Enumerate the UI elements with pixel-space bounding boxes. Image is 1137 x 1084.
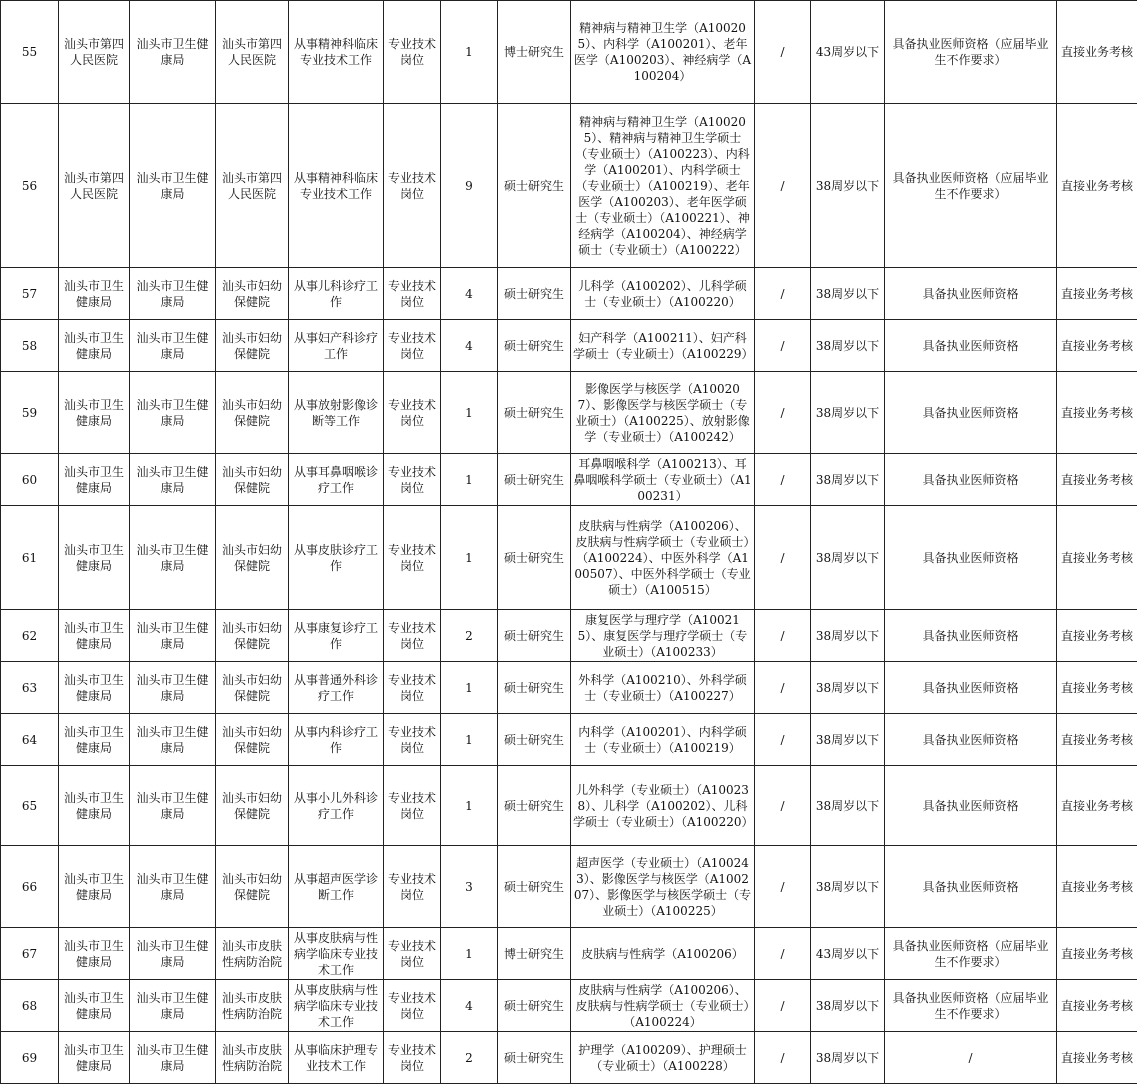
row-number-cell: 60 bbox=[1, 454, 59, 506]
selection-method-cell: 直接业务考核 bbox=[1057, 320, 1137, 372]
table-body bbox=[1, 1, 1137, 1084]
qualification-requirement-cell: 具备执业医师资格 bbox=[885, 766, 1057, 846]
major-requirement-cell: 影像医学与核医学（A100207）、影像医学与核医学硕士（专业硕士）（A100225）、放射影像学（专业硕士）（A100242） bbox=[571, 372, 755, 454]
selection-method-cell: 直接业务考核 bbox=[1057, 846, 1137, 928]
table-row bbox=[1, 766, 1137, 846]
education-level-cell: 硕士研究生 bbox=[498, 268, 571, 320]
recruit-count-cell: 1 bbox=[441, 506, 498, 610]
major-requirement-cell: 妇产科学（A100211）、妇产科学硕士（专业硕士）（A100229） bbox=[571, 320, 755, 372]
post-category-cell: 专业技术岗位 bbox=[384, 846, 441, 928]
row-number-cell: 67 bbox=[1, 928, 59, 980]
row-number-cell: 58 bbox=[1, 320, 59, 372]
other-requirement-cell: / bbox=[755, 320, 811, 372]
unit-name-cell: 汕头市卫生健康局 bbox=[59, 610, 130, 662]
post-name-cell: 从事耳鼻咽喉诊疗工作 bbox=[289, 454, 384, 506]
qualification-requirement-cell: 具备执业医师资格 bbox=[885, 846, 1057, 928]
post-category-cell: 专业技术岗位 bbox=[384, 766, 441, 846]
employer-name-cell: 汕头市妇幼保健院 bbox=[216, 846, 289, 928]
table-row bbox=[1, 714, 1137, 766]
employer-name-cell: 汕头市妇幼保健院 bbox=[216, 268, 289, 320]
unit-name-cell: 汕头市卫生健康局 bbox=[59, 320, 130, 372]
selection-method-cell: 直接业务考核 bbox=[1057, 662, 1137, 714]
unit-name-cell: 汕头市卫生健康局 bbox=[59, 372, 130, 454]
qualification-requirement-cell: 具备执业医师资格 bbox=[885, 320, 1057, 372]
unit-name-cell: 汕头市卫生健康局 bbox=[59, 662, 130, 714]
table-row bbox=[1, 662, 1137, 714]
competent-department-cell: 汕头市卫生健康局 bbox=[130, 766, 216, 846]
major-requirement-cell: 耳鼻咽喉科学（A100213）、耳鼻咽喉科学硕士（专业硕士）（A100231） bbox=[571, 454, 755, 506]
education-level-cell: 硕士研究生 bbox=[498, 506, 571, 610]
other-requirement-cell: / bbox=[755, 104, 811, 268]
unit-name-cell: 汕头市卫生健康局 bbox=[59, 766, 130, 846]
recruit-count-cell: 4 bbox=[441, 980, 498, 1032]
post-category-cell: 专业技术岗位 bbox=[384, 1, 441, 104]
post-category-cell: 专业技术岗位 bbox=[384, 928, 441, 980]
age-requirement-cell: 38周岁以下 bbox=[811, 714, 885, 766]
qualification-requirement-cell: 具备执业医师资格（应届毕业生不作要求） bbox=[885, 928, 1057, 980]
education-level-cell: 硕士研究生 bbox=[498, 980, 571, 1032]
age-requirement-cell: 38周岁以下 bbox=[811, 846, 885, 928]
post-name-cell: 从事精神科临床专业技术工作 bbox=[289, 1, 384, 104]
row-number-cell: 69 bbox=[1, 1032, 59, 1084]
post-name-cell: 从事康复诊疗工作 bbox=[289, 610, 384, 662]
table-row bbox=[1, 104, 1137, 268]
age-requirement-cell: 38周岁以下 bbox=[811, 1032, 885, 1084]
other-requirement-cell: / bbox=[755, 268, 811, 320]
employer-name-cell: 汕头市皮肤性病防治院 bbox=[216, 980, 289, 1032]
row-number-cell: 56 bbox=[1, 104, 59, 268]
post-name-cell: 从事皮肤病与性病学临床专业技术工作 bbox=[289, 928, 384, 980]
employer-name-cell: 汕头市妇幼保健院 bbox=[216, 506, 289, 610]
table-row bbox=[1, 846, 1137, 928]
other-requirement-cell: / bbox=[755, 1032, 811, 1084]
employer-name-cell: 汕头市第四人民医院 bbox=[216, 104, 289, 268]
other-requirement-cell: / bbox=[755, 454, 811, 506]
selection-method-cell: 直接业务考核 bbox=[1057, 454, 1137, 506]
unit-name-cell: 汕头市卫生健康局 bbox=[59, 714, 130, 766]
competent-department-cell: 汕头市卫生健康局 bbox=[130, 454, 216, 506]
row-number-cell: 61 bbox=[1, 506, 59, 610]
post-category-cell: 专业技术岗位 bbox=[384, 320, 441, 372]
unit-name-cell: 汕头市卫生健康局 bbox=[59, 454, 130, 506]
selection-method-cell: 直接业务考核 bbox=[1057, 766, 1137, 846]
competent-department-cell: 汕头市卫生健康局 bbox=[130, 104, 216, 268]
qualification-requirement-cell: 具备执业医师资格（应届毕业生不作要求） bbox=[885, 104, 1057, 268]
competent-department-cell: 汕头市卫生健康局 bbox=[130, 268, 216, 320]
major-requirement-cell: 内科学（A100201）、内科学硕士（专业硕士）（A100219） bbox=[571, 714, 755, 766]
post-name-cell: 从事精神科临床专业技术工作 bbox=[289, 104, 384, 268]
post-name-cell: 从事小儿外科诊疗工作 bbox=[289, 766, 384, 846]
major-requirement-cell: 护理学（A100209）、护理硕士（专业硕士）（A100228） bbox=[571, 1032, 755, 1084]
table-row bbox=[1, 320, 1137, 372]
age-requirement-cell: 38周岁以下 bbox=[811, 980, 885, 1032]
age-requirement-cell: 38周岁以下 bbox=[811, 268, 885, 320]
recruit-count-cell: 1 bbox=[441, 928, 498, 980]
selection-method-cell: 直接业务考核 bbox=[1057, 104, 1137, 268]
competent-department-cell: 汕头市卫生健康局 bbox=[130, 980, 216, 1032]
recruit-count-cell: 2 bbox=[441, 610, 498, 662]
education-level-cell: 硕士研究生 bbox=[498, 372, 571, 454]
age-requirement-cell: 38周岁以下 bbox=[811, 766, 885, 846]
post-name-cell: 从事儿科诊疗工作 bbox=[289, 268, 384, 320]
post-name-cell: 从事皮肤诊疗工作 bbox=[289, 506, 384, 610]
table-row bbox=[1, 372, 1137, 454]
post-name-cell: 从事超声医学诊断工作 bbox=[289, 846, 384, 928]
row-number-cell: 65 bbox=[1, 766, 59, 846]
table-row bbox=[1, 1, 1137, 104]
age-requirement-cell: 38周岁以下 bbox=[811, 104, 885, 268]
table-row bbox=[1, 506, 1137, 610]
employer-name-cell: 汕头市妇幼保健院 bbox=[216, 662, 289, 714]
competent-department-cell: 汕头市卫生健康局 bbox=[130, 506, 216, 610]
competent-department-cell: 汕头市卫生健康局 bbox=[130, 1032, 216, 1084]
post-category-cell: 专业技术岗位 bbox=[384, 714, 441, 766]
unit-name-cell: 汕头市卫生健康局 bbox=[59, 506, 130, 610]
age-requirement-cell: 38周岁以下 bbox=[811, 454, 885, 506]
recruit-count-cell: 1 bbox=[441, 714, 498, 766]
table-row bbox=[1, 454, 1137, 506]
qualification-requirement-cell: 具备执业医师资格 bbox=[885, 714, 1057, 766]
selection-method-cell: 直接业务考核 bbox=[1057, 980, 1137, 1032]
qualification-requirement-cell: 具备执业医师资格 bbox=[885, 610, 1057, 662]
unit-name-cell: 汕头市卫生健康局 bbox=[59, 846, 130, 928]
recruit-count-cell: 1 bbox=[441, 454, 498, 506]
education-level-cell: 硕士研究生 bbox=[498, 610, 571, 662]
age-requirement-cell: 38周岁以下 bbox=[811, 662, 885, 714]
major-requirement-cell: 皮肤病与性病学（A100206）、皮肤病与性病学硕士（专业硕士）（A100224）、中医外科学（A100507）、中医外科学硕士（专业硕士）（A100515） bbox=[571, 506, 755, 610]
table-row bbox=[1, 928, 1137, 980]
post-category-cell: 专业技术岗位 bbox=[384, 980, 441, 1032]
unit-name-cell: 汕头市卫生健康局 bbox=[59, 928, 130, 980]
education-level-cell: 硕士研究生 bbox=[498, 766, 571, 846]
competent-department-cell: 汕头市卫生健康局 bbox=[130, 928, 216, 980]
major-requirement-cell: 精神病与精神卫生学（A100205）、精神病与精神卫生学硕士（专业硕士）（A100223）、内科学（A100201）、内科学硕士（专业硕士）（A100219）、老年医学（A100203）、老年医学硕士（专业硕士）（A100221）、神经病学（A100204）、神经病学硕士（专业硕士）（A100222） bbox=[571, 104, 755, 268]
post-category-cell: 专业技术岗位 bbox=[384, 506, 441, 610]
other-requirement-cell: / bbox=[755, 766, 811, 846]
employer-name-cell: 汕头市皮肤性病防治院 bbox=[216, 928, 289, 980]
row-number-cell: 59 bbox=[1, 372, 59, 454]
selection-method-cell: 直接业务考核 bbox=[1057, 1, 1137, 104]
other-requirement-cell: / bbox=[755, 980, 811, 1032]
post-name-cell: 从事皮肤病与性病学临床专业技术工作 bbox=[289, 980, 384, 1032]
row-number-cell: 62 bbox=[1, 610, 59, 662]
selection-method-cell: 直接业务考核 bbox=[1057, 714, 1137, 766]
selection-method-cell: 直接业务考核 bbox=[1057, 268, 1137, 320]
employer-name-cell: 汕头市妇幼保健院 bbox=[216, 320, 289, 372]
other-requirement-cell: / bbox=[755, 506, 811, 610]
other-requirement-cell: / bbox=[755, 372, 811, 454]
age-requirement-cell: 43周岁以下 bbox=[811, 928, 885, 980]
post-name-cell: 从事内科诊疗工作 bbox=[289, 714, 384, 766]
unit-name-cell: 汕头市卫生健康局 bbox=[59, 268, 130, 320]
competent-department-cell: 汕头市卫生健康局 bbox=[130, 1, 216, 104]
age-requirement-cell: 43周岁以下 bbox=[811, 1, 885, 104]
qualification-requirement-cell: 具备执业医师资格 bbox=[885, 506, 1057, 610]
education-level-cell: 硕士研究生 bbox=[498, 662, 571, 714]
other-requirement-cell: / bbox=[755, 1, 811, 104]
major-requirement-cell: 儿外科学（专业硕士）（A100238）、儿科学（A100202）、儿科学硕士（专业硕士）（A100220） bbox=[571, 766, 755, 846]
competent-department-cell: 汕头市卫生健康局 bbox=[130, 610, 216, 662]
education-level-cell: 硕士研究生 bbox=[498, 454, 571, 506]
qualification-requirement-cell: 具备执业医师资格 bbox=[885, 454, 1057, 506]
qualification-requirement-cell: 具备执业医师资格 bbox=[885, 372, 1057, 454]
post-category-cell: 专业技术岗位 bbox=[384, 662, 441, 714]
other-requirement-cell: / bbox=[755, 714, 811, 766]
recruit-count-cell: 2 bbox=[441, 1032, 498, 1084]
post-category-cell: 专业技术岗位 bbox=[384, 372, 441, 454]
selection-method-cell: 直接业务考核 bbox=[1057, 372, 1137, 454]
recruit-count-cell: 4 bbox=[441, 320, 498, 372]
table-row bbox=[1, 610, 1137, 662]
unit-name-cell: 汕头市第四人民医院 bbox=[59, 1, 130, 104]
age-requirement-cell: 38周岁以下 bbox=[811, 320, 885, 372]
other-requirement-cell: / bbox=[755, 928, 811, 980]
other-requirement-cell: / bbox=[755, 610, 811, 662]
employer-name-cell: 汕头市妇幼保健院 bbox=[216, 454, 289, 506]
employer-name-cell: 汕头市皮肤性病防治院 bbox=[216, 1032, 289, 1084]
age-requirement-cell: 38周岁以下 bbox=[811, 506, 885, 610]
major-requirement-cell: 康复医学与理疗学（A100215）、康复医学与理疗学硕士（专业硕士）（A100233） bbox=[571, 610, 755, 662]
education-level-cell: 硕士研究生 bbox=[498, 846, 571, 928]
selection-method-cell: 直接业务考核 bbox=[1057, 1032, 1137, 1084]
major-requirement-cell: 皮肤病与性病学（A100206）、皮肤病与性病学硕士（专业硕士）（A100224） bbox=[571, 980, 755, 1032]
row-number-cell: 64 bbox=[1, 714, 59, 766]
major-requirement-cell: 外科学（A100210）、外科学硕士（专业硕士）（A100227） bbox=[571, 662, 755, 714]
qualification-requirement-cell: 具备执业医师资格（应届毕业生不作要求） bbox=[885, 1, 1057, 104]
post-category-cell: 专业技术岗位 bbox=[384, 1032, 441, 1084]
major-requirement-cell: 超声医学（专业硕士）（A100243）、影像医学与核医学（A100207）、影像医学与核医学硕士（专业硕士）（A100225） bbox=[571, 846, 755, 928]
table-row bbox=[1, 980, 1137, 1032]
post-category-cell: 专业技术岗位 bbox=[384, 268, 441, 320]
competent-department-cell: 汕头市卫生健康局 bbox=[130, 714, 216, 766]
table-row bbox=[1, 268, 1137, 320]
recruit-count-cell: 4 bbox=[441, 268, 498, 320]
qualification-requirement-cell: 具备执业医师资格 bbox=[885, 268, 1057, 320]
age-requirement-cell: 38周岁以下 bbox=[811, 372, 885, 454]
education-level-cell: 硕士研究生 bbox=[498, 320, 571, 372]
education-level-cell: 硕士研究生 bbox=[498, 1032, 571, 1084]
unit-name-cell: 汕头市卫生健康局 bbox=[59, 1032, 130, 1084]
post-name-cell: 从事放射影像诊断等工作 bbox=[289, 372, 384, 454]
employer-name-cell: 汕头市第四人民医院 bbox=[216, 1, 289, 104]
row-number-cell: 63 bbox=[1, 662, 59, 714]
recruit-count-cell: 1 bbox=[441, 766, 498, 846]
row-number-cell: 55 bbox=[1, 1, 59, 104]
qualification-requirement-cell: 具备执业医师资格（应届毕业生不作要求） bbox=[885, 980, 1057, 1032]
employer-name-cell: 汕头市妇幼保健院 bbox=[216, 372, 289, 454]
employer-name-cell: 汕头市妇幼保健院 bbox=[216, 766, 289, 846]
recruit-count-cell: 3 bbox=[441, 846, 498, 928]
post-category-cell: 专业技术岗位 bbox=[384, 610, 441, 662]
selection-method-cell: 直接业务考核 bbox=[1057, 506, 1137, 610]
unit-name-cell: 汕头市第四人民医院 bbox=[59, 104, 130, 268]
major-requirement-cell: 儿科学（A100202）、儿科学硕士（专业硕士）（A100220） bbox=[571, 268, 755, 320]
competent-department-cell: 汕头市卫生健康局 bbox=[130, 662, 216, 714]
post-name-cell: 从事临床护理专业技术工作 bbox=[289, 1032, 384, 1084]
selection-method-cell: 直接业务考核 bbox=[1057, 928, 1137, 980]
competent-department-cell: 汕头市卫生健康局 bbox=[130, 372, 216, 454]
major-requirement-cell: 精神病与精神卫生学（A100205）、内科学（A100201）、老年医学（A100203）、神经病学（A100204） bbox=[571, 1, 755, 104]
education-level-cell: 博士研究生 bbox=[498, 928, 571, 980]
row-number-cell: 68 bbox=[1, 980, 59, 1032]
qualification-requirement-cell: 具备执业医师资格 bbox=[885, 662, 1057, 714]
qualification-requirement-cell: / bbox=[885, 1032, 1057, 1084]
row-number-cell: 66 bbox=[1, 846, 59, 928]
employer-name-cell: 汕头市妇幼保健院 bbox=[216, 714, 289, 766]
row-number-cell: 57 bbox=[1, 268, 59, 320]
unit-name-cell: 汕头市卫生健康局 bbox=[59, 980, 130, 1032]
competent-department-cell: 汕头市卫生健康局 bbox=[130, 846, 216, 928]
education-level-cell: 博士研究生 bbox=[498, 1, 571, 104]
education-level-cell: 硕士研究生 bbox=[498, 104, 571, 268]
major-requirement-cell: 皮肤病与性病学（A100206） bbox=[571, 928, 755, 980]
competent-department-cell: 汕头市卫生健康局 bbox=[130, 320, 216, 372]
post-name-cell: 从事妇产科诊疗工作 bbox=[289, 320, 384, 372]
post-name-cell: 从事普通外科诊疗工作 bbox=[289, 662, 384, 714]
recruit-count-cell: 1 bbox=[441, 372, 498, 454]
table-row bbox=[1, 1032, 1137, 1084]
post-category-cell: 专业技术岗位 bbox=[384, 454, 441, 506]
recruit-count-cell: 1 bbox=[441, 1, 498, 104]
recruit-count-cell: 9 bbox=[441, 104, 498, 268]
age-requirement-cell: 38周岁以下 bbox=[811, 610, 885, 662]
other-requirement-cell: / bbox=[755, 662, 811, 714]
employer-name-cell: 汕头市妇幼保健院 bbox=[216, 610, 289, 662]
other-requirement-cell: / bbox=[755, 846, 811, 928]
education-level-cell: 硕士研究生 bbox=[498, 714, 571, 766]
selection-method-cell: 直接业务考核 bbox=[1057, 610, 1137, 662]
recruit-count-cell: 1 bbox=[441, 662, 498, 714]
post-category-cell: 专业技术岗位 bbox=[384, 104, 441, 268]
